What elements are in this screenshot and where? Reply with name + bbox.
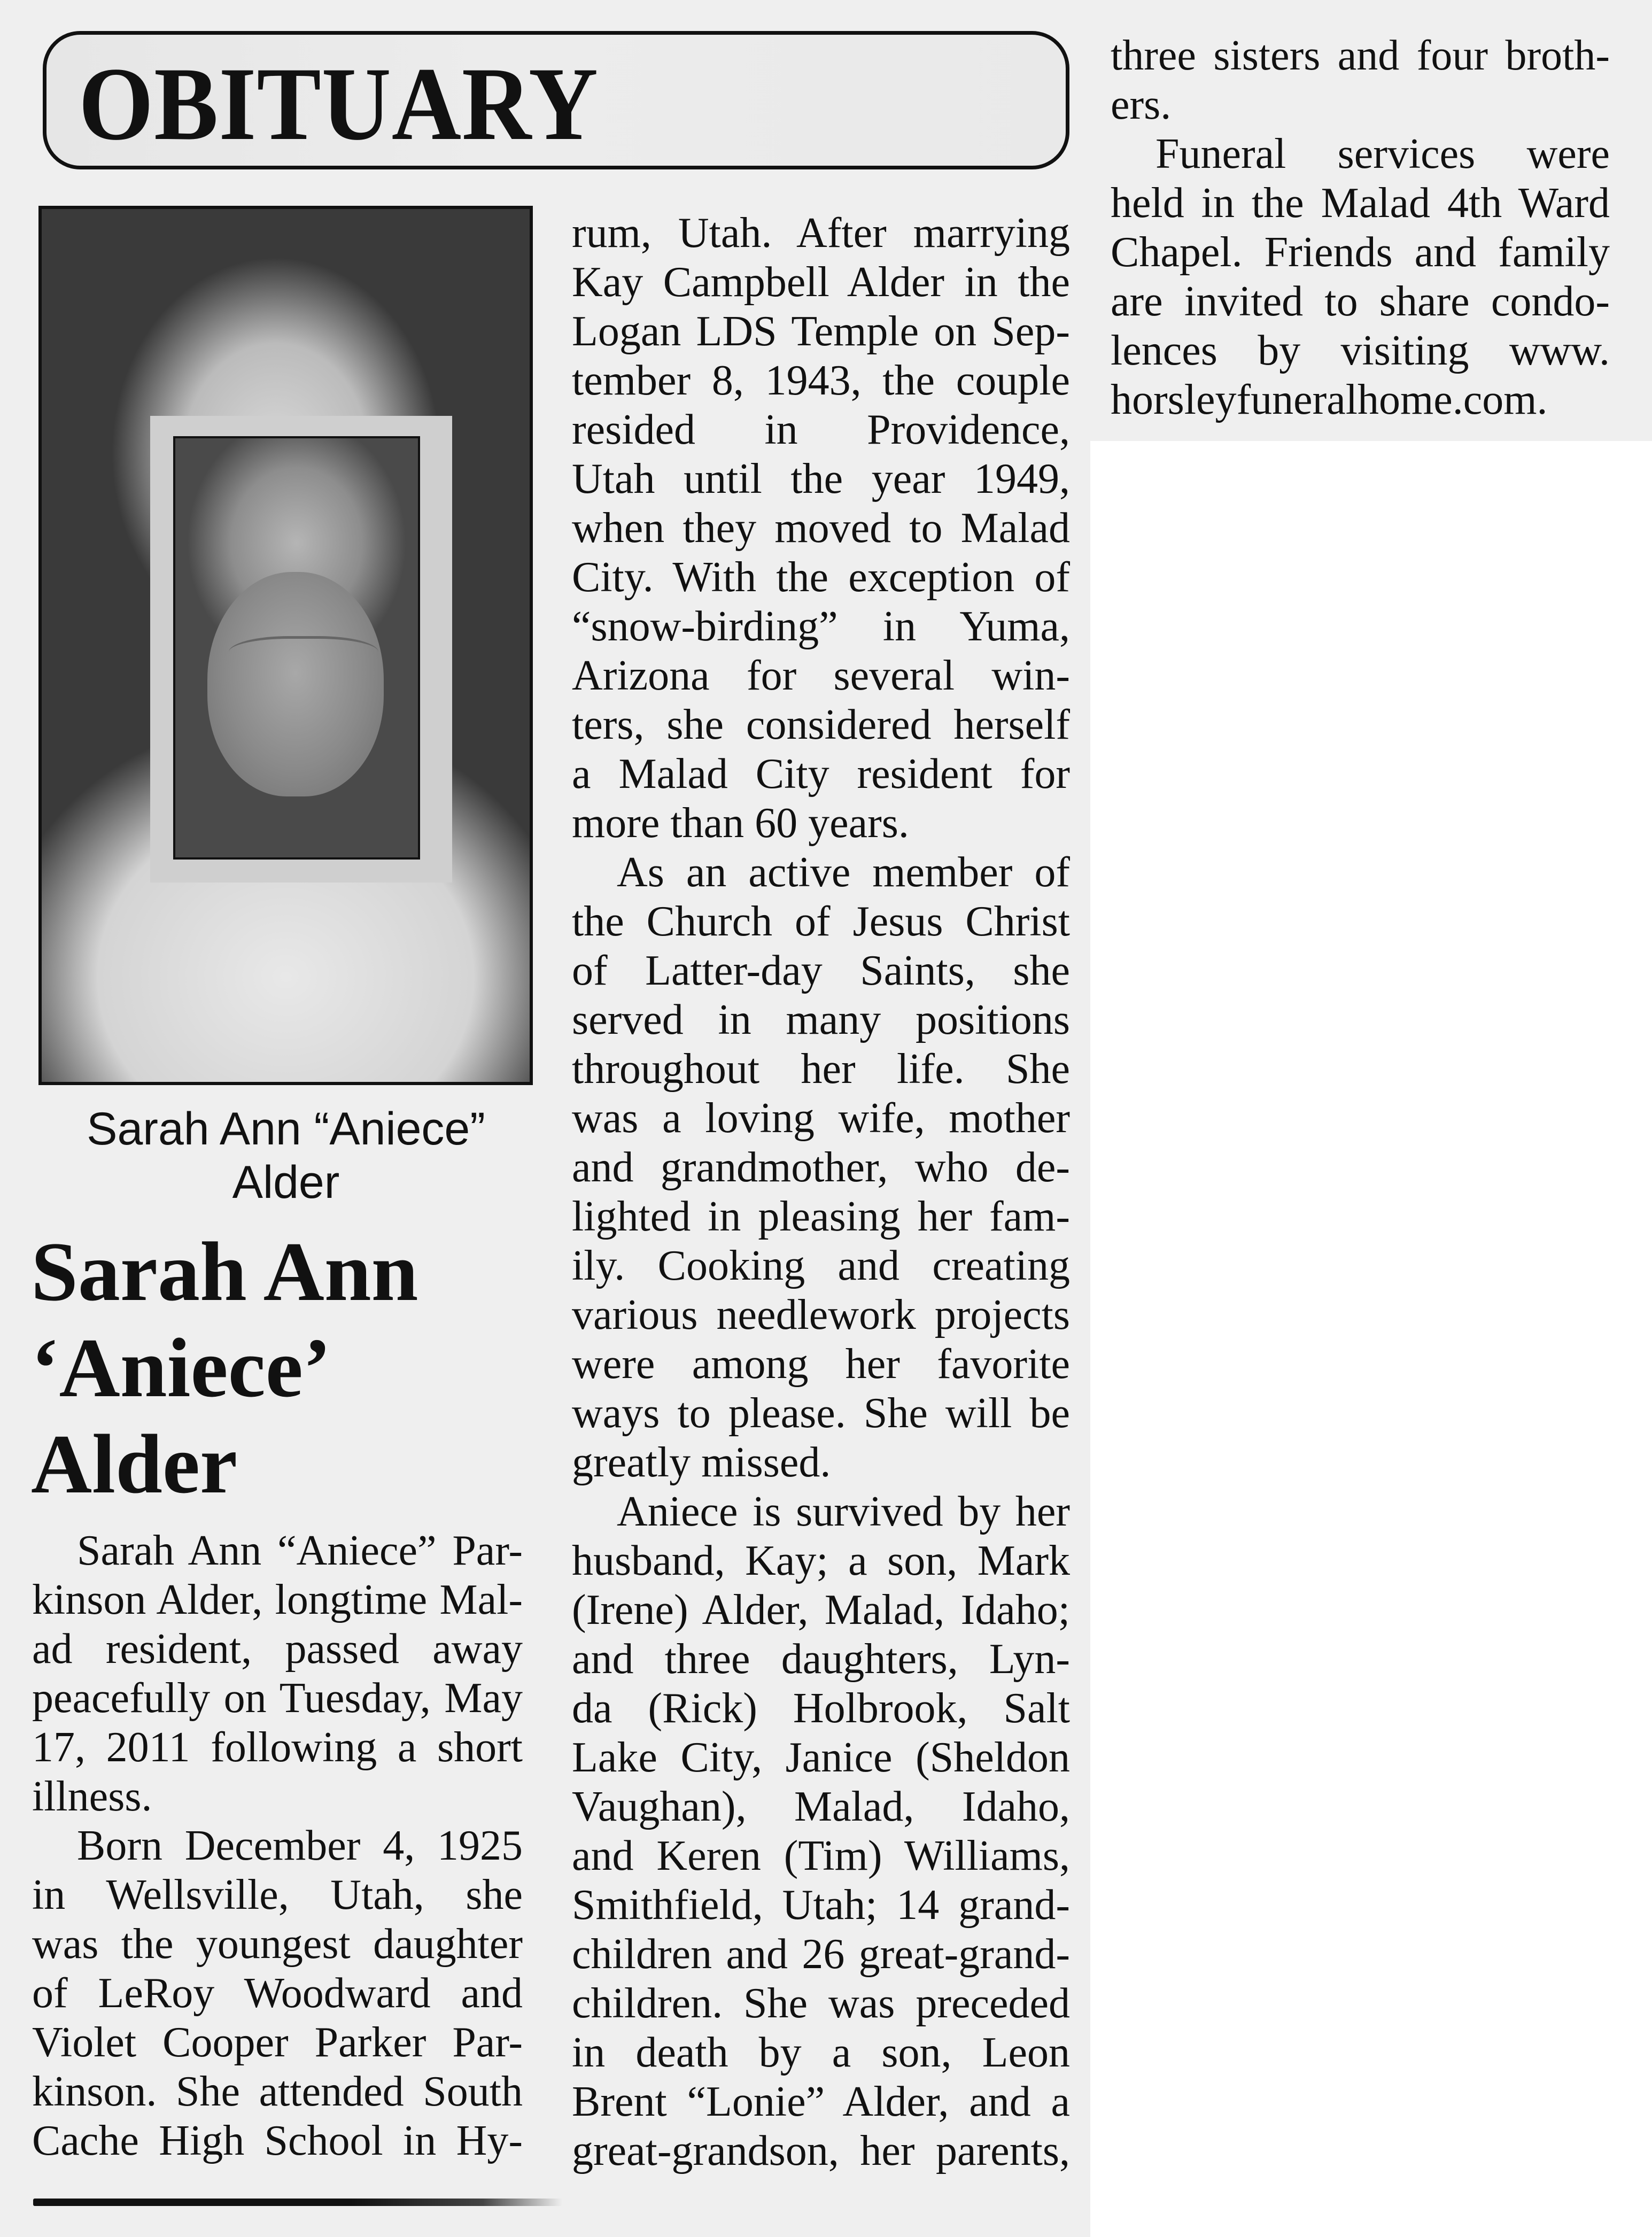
headline-line-2: ‘Aniece’ — [31, 1321, 331, 1415]
text-line: Smithfield, Utah; 14 grand- — [572, 1882, 1070, 1929]
text-line: ways to please. She will be — [572, 1390, 1070, 1437]
text-line: Funeral services were — [1155, 130, 1610, 177]
caption-line-2: Alder — [232, 1157, 340, 1208]
text-line: Vaughan), Malad, Idaho, — [572, 1783, 1070, 1830]
text-line: City. With the exception of — [572, 554, 1070, 601]
text-line: in Wellsville, Utah, she — [32, 1871, 523, 1918]
text-line: children and 26 great-grand- — [572, 1931, 1070, 1978]
text-line: (Irene) Alder, Malad, Idaho; — [572, 1586, 1070, 1634]
text-line: was the youngest daughter — [32, 1921, 523, 1968]
text-line: of Latter-day Saints, she — [572, 947, 1070, 994]
text-line: lighted in pleasing her fam- — [572, 1193, 1070, 1240]
body-column-right — [1111, 31, 1610, 424]
caption-line-1: Sarah Ann “Aniece” — [87, 1103, 485, 1155]
text-line: illness. — [32, 1773, 152, 1820]
text-line: Kay Campbell Alder in the — [572, 259, 1070, 306]
text-line: are invited to share condo- — [1111, 278, 1610, 325]
photo-inset — [173, 436, 420, 860]
text-line: Violet Cooper Parker Par- — [32, 2019, 523, 2066]
text-line: Sarah Ann “Aniece” Par- — [77, 1527, 523, 1574]
text-line: “snow-birding” in Yuma, — [572, 603, 1070, 650]
text-line: da (Rick) Holbrook, Salt — [572, 1685, 1070, 1732]
text-line: kinson. She attended South — [32, 2068, 523, 2115]
text-line: held in the Malad 4th Ward — [1111, 180, 1610, 227]
headline-line-3: Alder — [31, 1418, 238, 1511]
text-line: Brent “Lonie” Alder, and a — [572, 2078, 1070, 2125]
text-line: Cache High School in Hy- — [32, 2117, 523, 2164]
text-line: the Church of Jesus Christ — [572, 898, 1070, 945]
photo-glasses — [229, 636, 378, 676]
masthead-title: OBITUARY — [79, 46, 599, 162]
body-column-left — [32, 1526, 523, 2165]
text-line: peacefully on Tuesday, May — [32, 1675, 523, 1722]
text-line: Arizona for several win- — [572, 652, 1070, 699]
obituary-headline — [31, 1224, 544, 1513]
text-line: tember 8, 1943, the couple — [572, 357, 1070, 404]
text-line: Logan LDS Temple on Sep- — [572, 308, 1070, 355]
text-line: throughout her life. She — [572, 1046, 1070, 1093]
text-line: As an active member of — [617, 849, 1070, 896]
text-line: lences by visiting www. — [1111, 327, 1610, 374]
text-line: 17, 2011 following a short — [32, 1724, 523, 1771]
text-line: various needlework projects — [572, 1291, 1070, 1338]
body-column-middle — [572, 208, 1070, 2176]
text-line: great-grandson, her parents, — [572, 2127, 1070, 2174]
text-line: were among her favorite — [572, 1341, 1070, 1388]
text-line: served in many positions — [572, 996, 1070, 1043]
text-line: was a loving wife, mother — [572, 1095, 1070, 1142]
portrait-photo — [38, 206, 533, 1085]
text-line: Chapel. Friends and family — [1111, 229, 1610, 276]
text-line: and Keren (Tim) Williams, — [572, 1832, 1070, 1879]
photo-face — [207, 572, 384, 796]
text-line: rum, Utah. After marrying — [572, 210, 1070, 257]
text-line: and grandmother, who de- — [572, 1144, 1070, 1191]
text-line: horsleyfuneralhome.com. — [1111, 376, 1548, 423]
text-line: greatly missed. — [572, 1439, 831, 1486]
text-line: more than 60 years. — [572, 800, 909, 847]
text-line: Aniece is survived by her — [617, 1488, 1070, 1535]
photo-inset-mat — [150, 416, 452, 883]
text-line: Born December 4, 1925 — [77, 1822, 523, 1869]
text-line: three sisters and four broth- — [1111, 32, 1610, 79]
text-line: and three daughters, Lyn- — [572, 1636, 1070, 1683]
text-line: ad resident, passed away — [32, 1625, 523, 1673]
text-line: in death by a son, Leon — [572, 2029, 1070, 2076]
text-line: husband, Kay; a son, Mark — [572, 1537, 1070, 1584]
text-line: a Malad City resident for — [572, 750, 1070, 798]
obituary-masthead-box — [43, 31, 1069, 169]
text-line: ily. Cooking and creating — [572, 1242, 1070, 1289]
text-line: Utah until the year 1949, — [572, 455, 1070, 502]
text-line: ters, she considered herself — [572, 701, 1070, 748]
text-line: of LeRoy Woodward and — [32, 1970, 523, 2017]
photo-caption — [37, 1102, 534, 1209]
headline-line-1: Sarah Ann — [31, 1225, 418, 1319]
text-line: when they moved to Malad — [572, 505, 1070, 552]
text-line: children. She was preceded — [572, 1980, 1070, 2027]
text-line: kinson Alder, longtime Mal- — [32, 1576, 523, 1623]
bottom-rule-divider — [33, 2199, 562, 2206]
text-line: ers. — [1111, 81, 1172, 128]
text-line: Lake City, Janice (Sheldon — [572, 1734, 1070, 1781]
text-line: resided in Providence, — [572, 406, 1070, 453]
